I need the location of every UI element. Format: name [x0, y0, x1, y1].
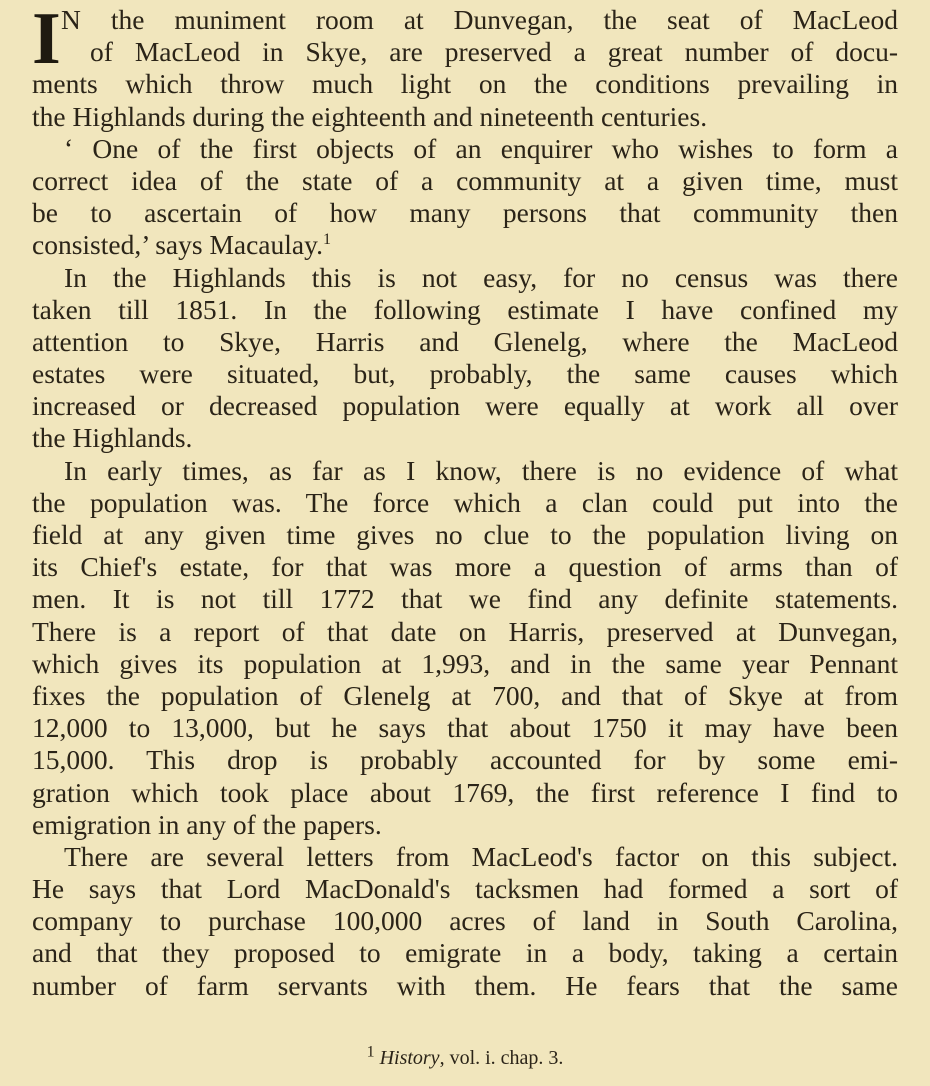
text-line-content: N the muniment room at Dunvegan, the seat of MacLeod [61, 4, 898, 35]
footnote [0, 1043, 930, 1070]
text-line-content: field at any given time gives no clue to the population living on [32, 519, 898, 550]
text-line [32, 101, 898, 133]
text-line-content: estates were situated, but, probably, the same causes which [32, 358, 898, 390]
text-line-content: taken till 1851. In the following estimate I have confined my [32, 293, 898, 325]
text-line-content: company to purchase 100,000 acres of land in South Carolina, [32, 905, 898, 937]
text-line-content: ments which throw much light on the conditions prevailing in [32, 68, 898, 100]
text-line [32, 165, 898, 197]
body-text [32, 0, 898, 1002]
text-line-content: In early times, as far as I know, there is no evidence of what [64, 454, 898, 486]
text-line [32, 680, 898, 712]
text-line-content: increased or decreased population were equally at work all over [32, 390, 898, 422]
text-line-content: In the Highlands this is not easy, for no census was there [64, 261, 898, 293]
text-line-content: and that they proposed to emigrate in a body, taking a certain [32, 937, 898, 969]
text-line [32, 36, 898, 68]
text-line [32, 197, 898, 229]
text-line-content: He says that Lord MacDonald's tacksmen had formed a sort of [32, 873, 898, 905]
text-line-content: of MacLeod in Skye, are preserved a great number of docu- [90, 36, 898, 68]
text-line [32, 648, 898, 680]
drop-cap: I [32, 0, 61, 80]
text-line-content: emigration in any of the papers. [32, 808, 382, 840]
text-line-content: 15,000. This drop is probably accounted for by some emi- [32, 744, 898, 776]
text-line [32, 262, 898, 294]
text-line [32, 873, 898, 905]
text-line-content: number of farm servants with them. He fears that the same [32, 969, 898, 1001]
footnote-ref-marker: 1 [322, 231, 331, 249]
text-line [32, 744, 898, 776]
text-line [32, 777, 898, 809]
text-line [32, 4, 898, 36]
text-line [32, 809, 898, 841]
text-line [32, 712, 898, 744]
text-line [32, 229, 898, 261]
text-line [32, 970, 898, 1002]
footnote-marker: 1 [366, 1043, 375, 1061]
footnote-title: History [379, 1047, 440, 1069]
text-line [32, 905, 898, 937]
text-line [32, 455, 898, 487]
text-line [32, 616, 898, 648]
text-line [32, 519, 898, 551]
text-line [32, 937, 898, 969]
text-line [32, 551, 898, 583]
text-line [32, 68, 898, 100]
text-line-content: There is a report of that date on Harris, preserved at Dunvegan, [32, 615, 898, 647]
text-line-content: men. It is not till 1772 that we find any definite statements. [32, 583, 898, 615]
text-line-content: be to ascertain of how many persons that community then [32, 197, 898, 229]
text-line-content: gration which took place about 1769, the first reference I find to [32, 776, 898, 808]
text-line-content: attention to Skye, Harris and Glenelg, where the MacLeod [32, 325, 898, 357]
footnote-reference: , vol. i. chap. 3. [439, 1047, 564, 1069]
text-line-content: There are several letters from MacLeod's factor on this subject. [64, 840, 898, 872]
text-line [32, 583, 898, 615]
text-line [32, 358, 898, 390]
text-line [32, 841, 898, 873]
text-line [32, 487, 898, 519]
text-line-content: 12,000 to 13,000, but he says that about 1750 it may have been [32, 712, 898, 744]
text-line-content: correct idea of the state of a community at a given time, must [32, 164, 898, 196]
text-line-content: consisted,’ says Macaulay. [32, 229, 323, 261]
text-line [32, 422, 898, 454]
text-line [32, 326, 898, 358]
text-line-content: its Chief's estate, for that was more a question of arms than of [32, 551, 898, 583]
text-line-content: ‘ One of the first objects of an enquirer who wishes to form a [64, 132, 898, 164]
text-line [32, 294, 898, 326]
text-line-content: the population was. The force which a clan could put into the [32, 486, 898, 518]
text-line-content: the Highlands during the eighteenth and nineteenth centuries. [32, 100, 708, 132]
text-line [32, 133, 898, 165]
text-line-content: which gives its population at 1,993, and in the same year Pennant [32, 647, 898, 679]
text-line-content: the Highlands. [32, 422, 193, 454]
page-body [32, 0, 898, 1002]
text-line-content: fixes the population of Glenelg at 700, and that of Skye at from [32, 679, 898, 711]
text-line [32, 390, 898, 422]
